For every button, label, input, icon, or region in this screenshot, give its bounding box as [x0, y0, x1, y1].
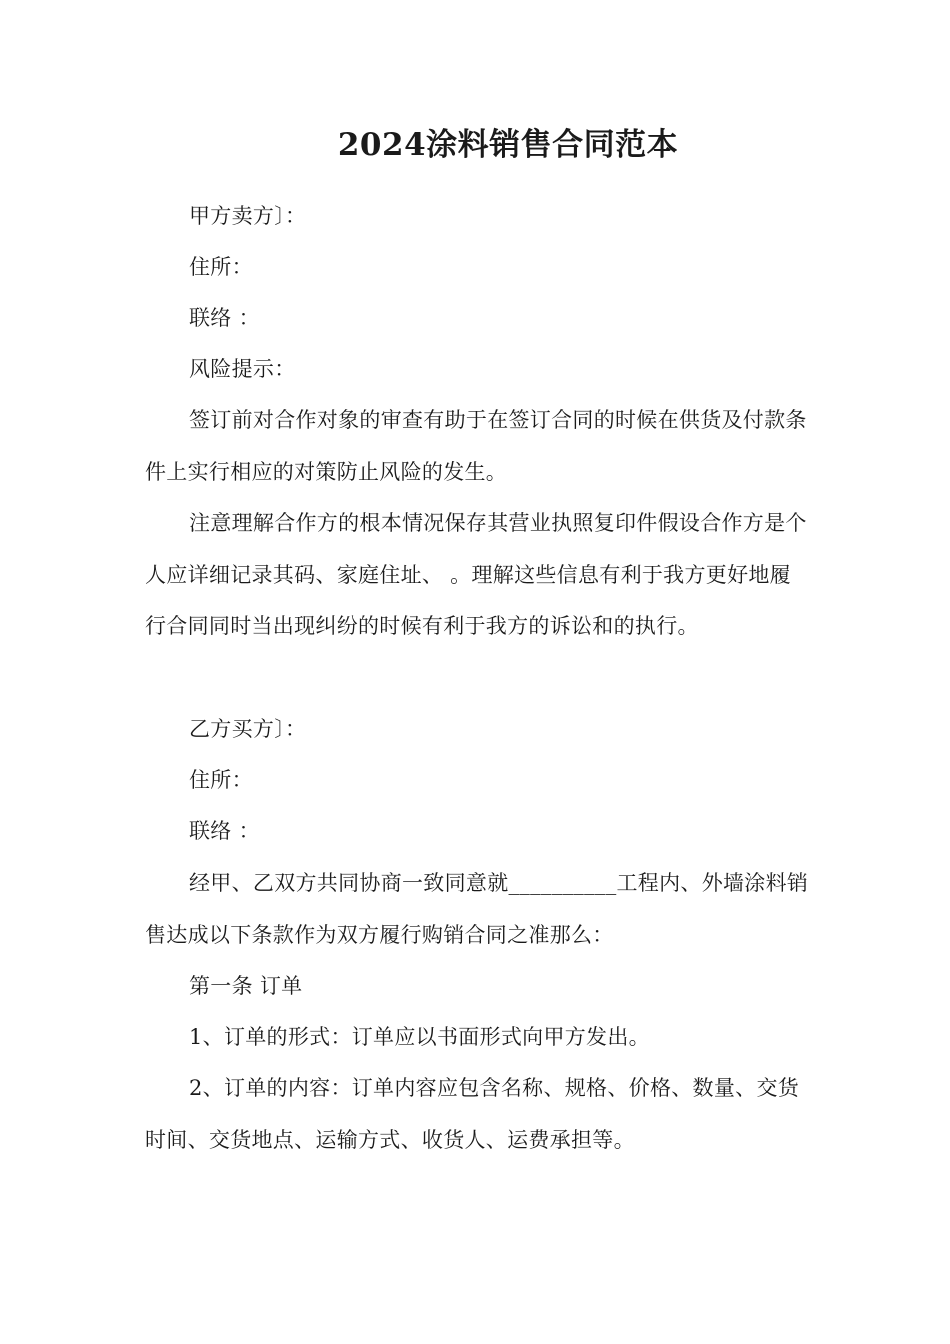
risk-notice-paragraph-2: 注意理解合作方的根本情况保存其营业执照复印件假设合作方是个人应详细记录其码、家庭住址、 。理解这些信息有利于我方更好地履行合同同时当出现纠纷的时候有利于我方的诉讼和的执行。: [145, 511, 807, 638]
party-b-address: 住所：: [189, 768, 253, 792]
party-a-label: 甲方卖方〕：: [189, 204, 307, 228]
agreement-preamble: 经甲、乙双方共同协商一致同意就__________工程内、外墙涂料销售达成以下条款作为双方履行购销合同之准那么：: [145, 871, 809, 947]
party-b-contact: 联络 ：: [189, 819, 260, 843]
party-a-address: 住所：: [189, 255, 253, 279]
party-b-label: 乙方买方〕：: [189, 717, 307, 741]
article-1-clause-1: 1、订单的形式：订单应以书面形式向甲方发出。: [189, 1025, 650, 1049]
party-a-contact: 联络 ：: [189, 306, 260, 330]
risk-notice-paragraph-1: 签订前对合作对象的审查有助于在签订合同的时候在供货及付款条件上实行相应的对策防止风险的发生。: [145, 408, 807, 484]
article-1-heading: 第一条 订单: [189, 974, 303, 998]
document-title: 2024涂料销售合同范本: [337, 127, 679, 163]
article-1-clause-2: 2、订单的内容：订单内容应包含名称、规格、价格、数量、交货时间、交货地点、运输方式、收货人、运费承担等。: [145, 1076, 800, 1152]
risk-notice-heading: 风险提示：: [189, 357, 296, 381]
